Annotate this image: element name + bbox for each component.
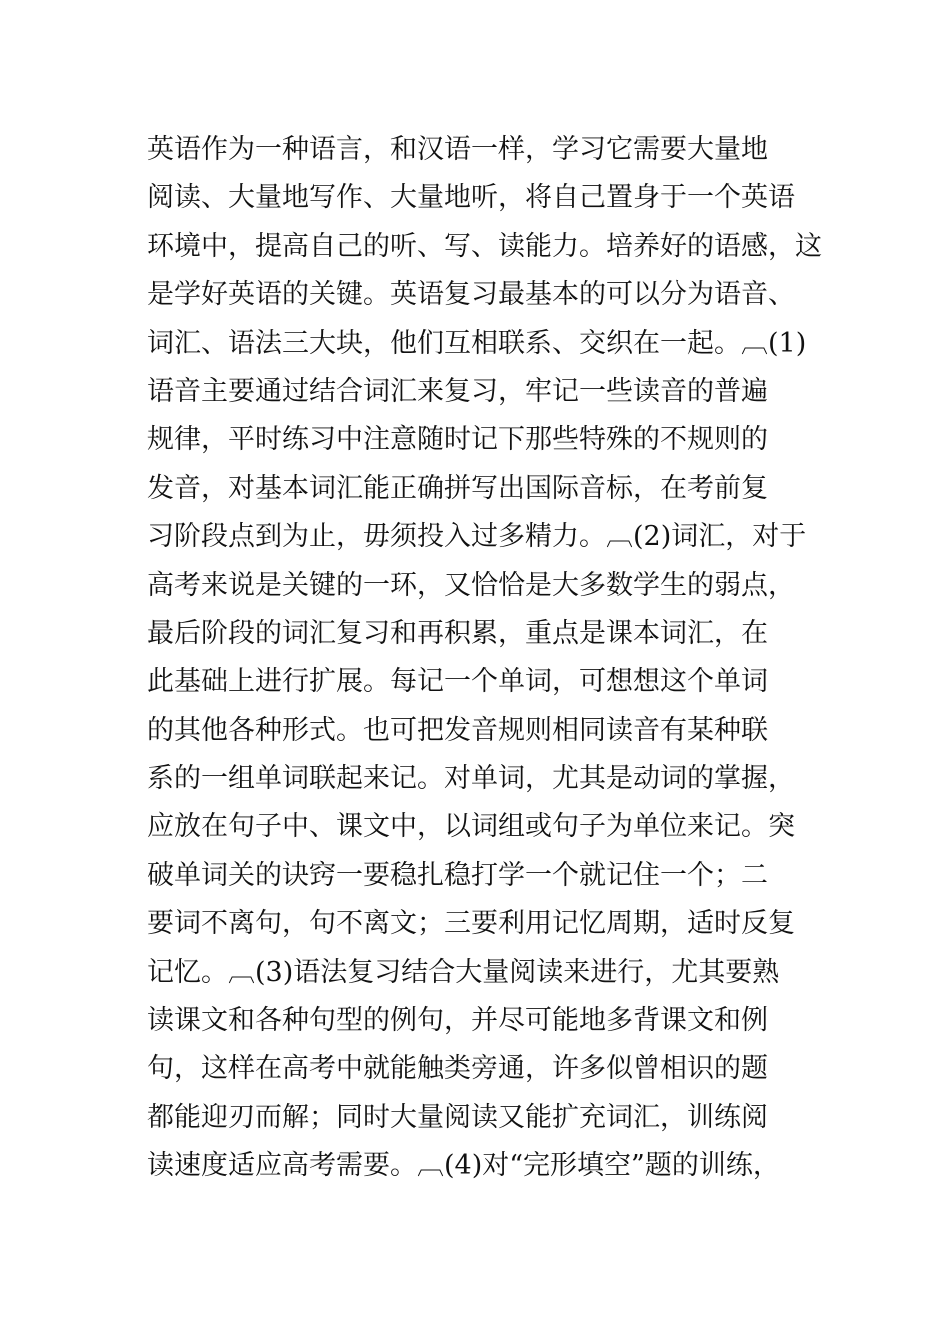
text-line: 是学好英语的关键。英语复习最基本的可以分为语音、 xyxy=(147,279,795,311)
text-line: 习阶段点到为止，毋须投入过多精力。︹(2)词汇，对于 xyxy=(147,521,807,553)
text-line: 发音，对基本词汇能正确拼写出国际音标，在考前复 xyxy=(147,472,768,504)
text-line: 记忆。︹(3)语法复习结合大量阅读来进行，尤其要熟 xyxy=(147,956,780,988)
text-line: 应放在句子中、课文中，以词组或句子为单位来记。突 xyxy=(147,811,795,843)
text-line: 词汇、语法三大块，他们互相联系、交织在一起。︹(1) xyxy=(147,327,807,359)
text-line: 都能迎刃而解；同时大量阅读又能扩充词汇，训练阅 xyxy=(147,1101,768,1133)
text-line: 读速度适应高考需要。︹(4)对“完形填空”题的训练， xyxy=(147,1150,780,1182)
text-line: 的其他各种形式。也可把发音规则相同读音有某种联 xyxy=(147,714,768,746)
text-line: 破单词关的诀窍一要稳扎稳打学一个就记住一个；二 xyxy=(147,859,768,891)
text-line: 句，这样在高考中就能触类旁通，许多似曾相识的题 xyxy=(147,1053,768,1085)
text-line: 最后阶段的词汇复习和再积累，重点是课本词汇，在 xyxy=(147,617,768,649)
body-text xyxy=(147,126,827,1191)
text-line: 英语作为一种语言，和汉语一样，学习它需要大量地 xyxy=(147,134,768,165)
text-line: 高考来说是关键的一环，又恰恰是大多数学生的弱点， xyxy=(147,569,795,601)
text-line: 规律，平时练习中注意随时记下那些特殊的不规则的 xyxy=(147,424,768,456)
text-line: 要词不离句，句不离文；三要利用记忆周期，适时反复 xyxy=(147,908,795,940)
text-line: 系的一组单词联起来记。对单词，尤其是动词的掌握， xyxy=(147,763,795,795)
text-line: 阅读、大量地写作、大量地听，将自己置身于一个英语 xyxy=(147,182,795,214)
text-line: 读课文和各种句型的例句，并尽可能地多背课文和例 xyxy=(147,1005,768,1037)
text-line: 此基础上进行扩展。每记一个单词，可想想这个单词 xyxy=(147,666,768,698)
text-line: 语音主要通过结合词汇来复习，牢记一些读音的普遍 xyxy=(147,375,768,407)
text-line: 环境中，提高自己的听、写、读能力。培养好的语感，这 xyxy=(147,230,822,262)
